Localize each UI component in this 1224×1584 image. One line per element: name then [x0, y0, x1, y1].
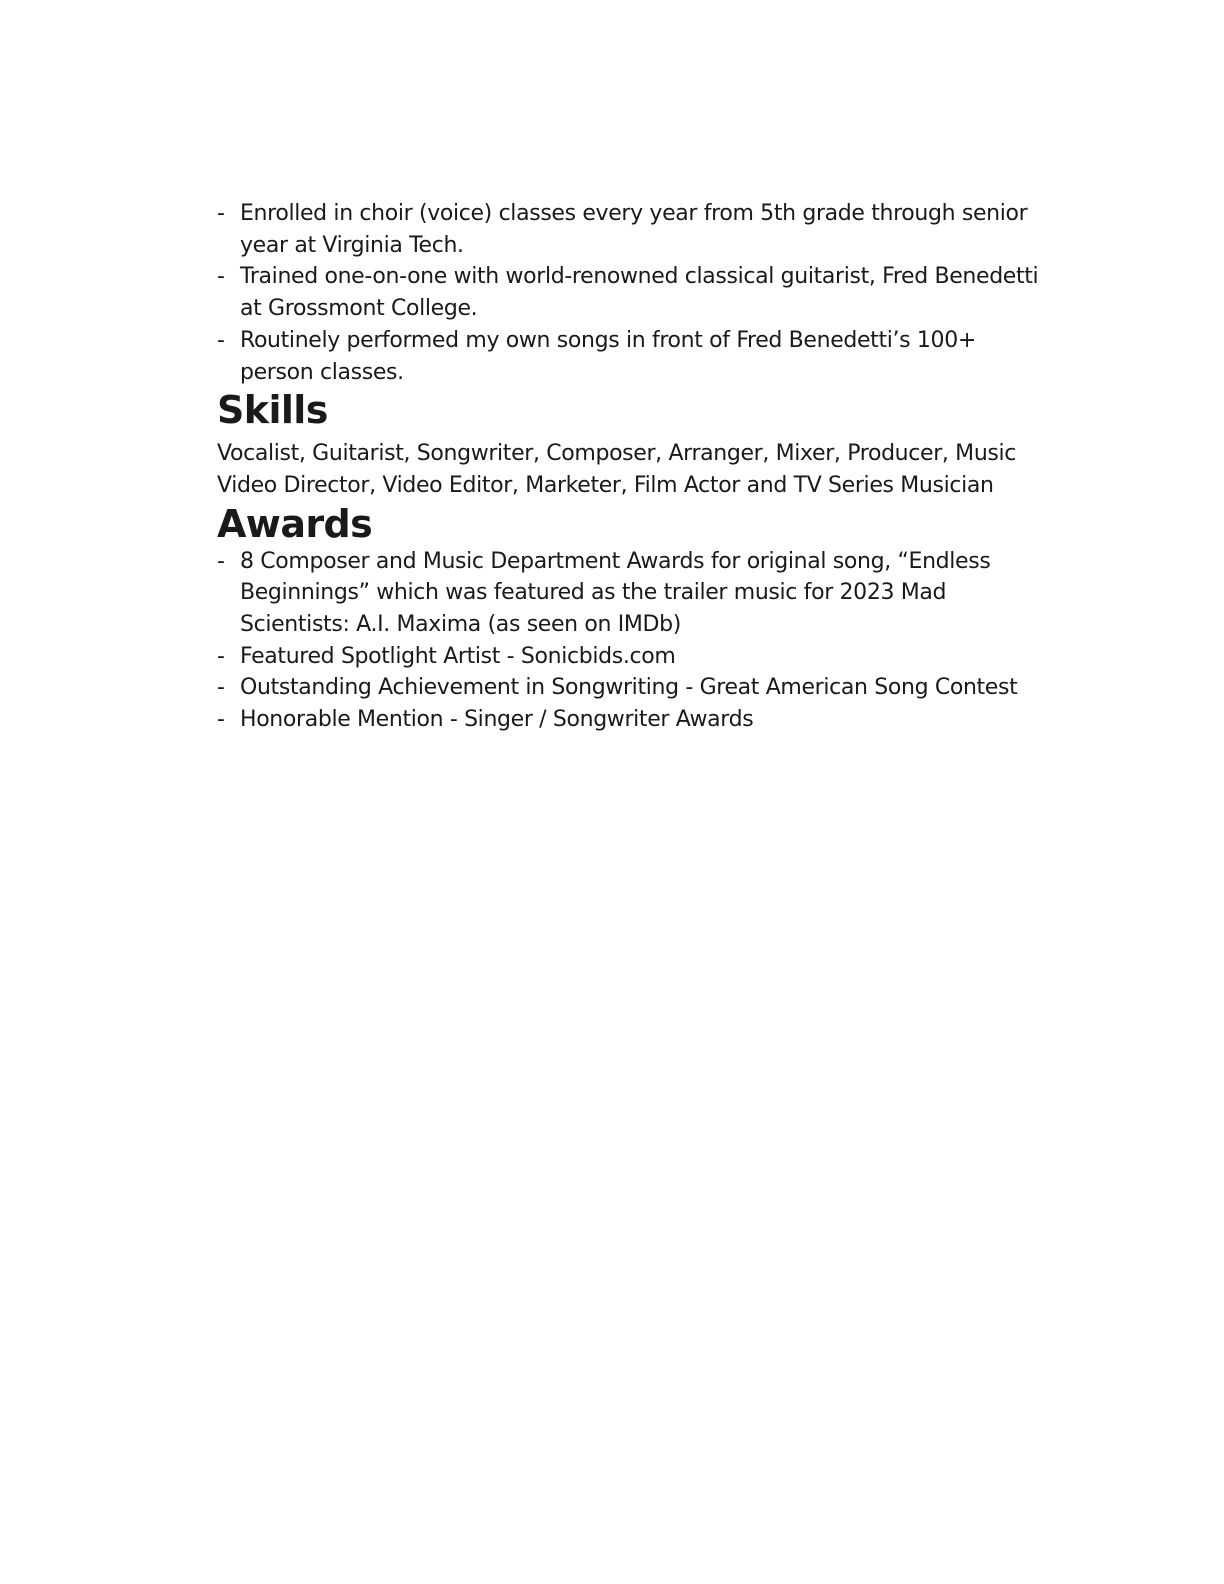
award-item	[217, 672, 1047, 704]
award-item-text: Featured Spotlight Artist - Sonicbids.com	[240, 643, 676, 669]
dash-bullet: -	[217, 707, 225, 733]
dash-bullet: -	[217, 548, 225, 574]
education-item-text: Routinely performed my own songs in front of Fred Benedetti’s 100+ person classes.	[240, 327, 976, 385]
awards-heading: Awards	[217, 501, 373, 546]
dash-bullet: -	[217, 675, 225, 701]
award-item	[217, 641, 1047, 673]
education-list	[217, 198, 1047, 388]
award-item-text: Honorable Mention - Singer / Songwriter Awards	[240, 707, 754, 733]
awards-list	[217, 546, 1047, 736]
education-item	[217, 198, 1047, 261]
dash-bullet: -	[217, 643, 225, 669]
education-item-text: Trained one-on-one with world-renowned classical guitarist, Fred Benedetti at Grossmont College.	[240, 264, 1039, 322]
award-item	[217, 704, 1047, 736]
dash-bullet: -	[217, 264, 225, 290]
resume-page	[217, 198, 1047, 736]
award-item-text: 8 Composer and Music Department Awards for original song, “Endless Beginnings” which was featured as the trailer music for 2023 Mad Scientists: A.I. Maxima (as seen on IMDb)	[240, 548, 991, 638]
education-item-text: Enrolled in choir (voice) classes every year from 5th grade through senior year at Virginia Tech.	[240, 201, 1028, 258]
dash-bullet: -	[217, 201, 225, 226]
award-item	[217, 546, 1047, 641]
award-item-text: Outstanding Achievement in Songwriting - Great American Song Contest	[240, 675, 1018, 701]
education-item	[217, 325, 1047, 388]
dash-bullet: -	[217, 327, 225, 353]
skills-text: Vocalist, Guitarist, Songwriter, Composer, Arranger, Mixer, Producer, Music Video Director, Video Editor, Marketer, Film Actor and TV Series Musician	[217, 441, 1017, 498]
education-item	[217, 261, 1047, 324]
skills-heading: Skills	[217, 388, 328, 433]
